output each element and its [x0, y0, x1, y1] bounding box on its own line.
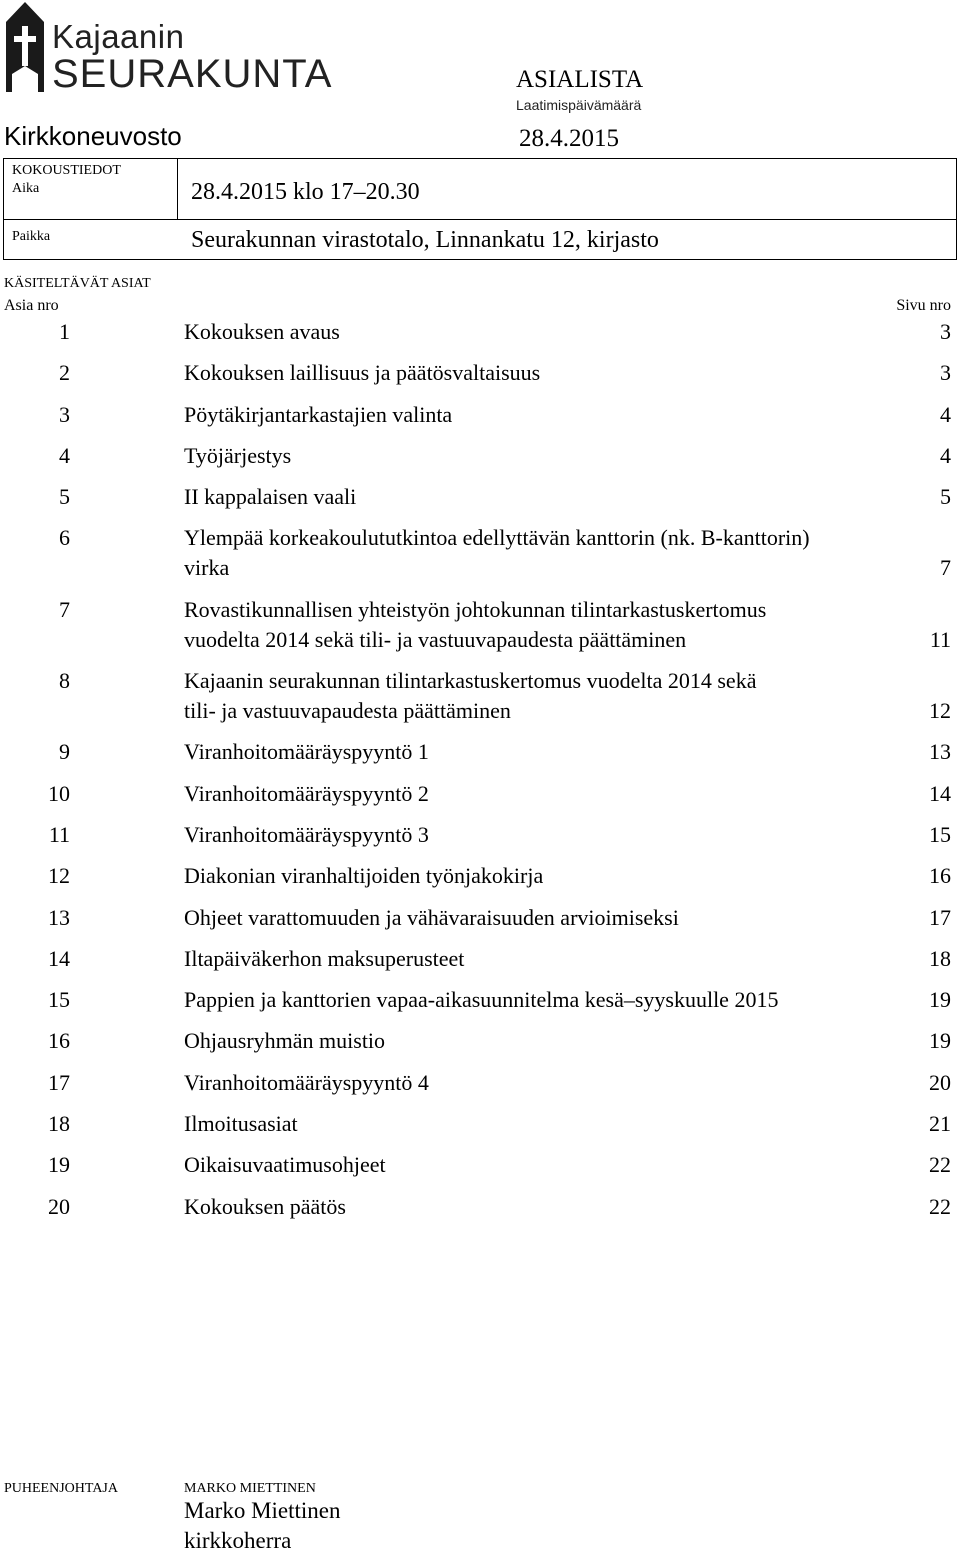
agenda-item-page: 13	[929, 739, 951, 765]
agenda-item-title: Rovastikunnallisen yhteistyön johtokunnan tilintarkastuskertomus vuodelta 2014 sekä tili- ja vastuuvapaudesta päättäminen	[184, 596, 767, 652]
place-label: Paikka	[12, 229, 51, 244]
meeting-info-box	[3, 158, 957, 260]
agenda-item-page: 22	[929, 1152, 951, 1178]
agenda-item-page: 4	[940, 442, 951, 468]
agenda-item-page: 16	[929, 863, 951, 889]
agenda-item	[0, 666, 960, 726]
agenda-item-page: 19	[929, 987, 951, 1013]
agenda-item-number: 20	[48, 1193, 70, 1219]
agenda-list	[0, 317, 960, 1233]
box-divider-vertical	[177, 159, 178, 219]
church-logo-icon	[4, 0, 46, 92]
document-title: ASIALISTA	[516, 66, 644, 93]
agenda-item-number: 12	[48, 863, 70, 889]
agenda-item-title: Kokouksen avaus	[184, 319, 340, 344]
agenda-item-number: 16	[48, 1028, 70, 1054]
agenda-item	[0, 317, 960, 347]
agenda-item-page: 17	[929, 904, 951, 930]
agenda-item-page: 22	[929, 1193, 951, 1219]
agenda-item-title: Viranhoitomääräyspyyntö 3	[184, 821, 429, 847]
agenda-item-title: Viranhoitomääräyspyyntö 2	[184, 780, 429, 806]
agenda-item-number: 18	[48, 1111, 70, 1137]
box-divider-horizontal	[4, 219, 956, 220]
item-number-column-header: Asia nro	[4, 297, 59, 314]
agenda-item-title: Työjärjestys	[184, 442, 292, 468]
agenda-item	[0, 820, 960, 850]
agenda-item-number: 11	[48, 821, 70, 847]
agenda-item	[0, 944, 960, 974]
agenda-item-title: Viranhoitomääräyspyyntö 1	[184, 739, 429, 765]
agenda-item	[0, 903, 960, 933]
agenda-item	[0, 595, 960, 655]
meeting-heading: KOKOUSTIEDOT	[12, 163, 121, 178]
document-date: 28.4.2015	[519, 125, 619, 152]
agenda-item-title: Oikaisuvaatimusohjeet	[184, 1152, 386, 1178]
agenda-item-page: 4	[940, 401, 951, 427]
agenda-item-number: 5	[59, 484, 70, 510]
chair-label: PUHEENJOHTAJA	[4, 1481, 118, 1496]
agenda-item	[0, 737, 960, 767]
agenda-item-page: 19	[929, 1028, 951, 1054]
logo-name: Kajaanin	[52, 18, 185, 55]
agenda-item	[0, 523, 960, 583]
agenda-item-number: 17	[48, 1069, 70, 1095]
agenda-item-title: Ylempää korkeakoulututkintoa edellyttävän kanttorin (nk. B-kanttorin) virka	[184, 525, 810, 581]
place-value: Seurakunnan virastotalo, Linnankatu 12, kirjasto	[191, 227, 659, 253]
agenda-item-title: Kokouksen laillisuus ja päätösvaltaisuus	[184, 360, 541, 386]
items-heading: KÄSITELTÄVÄT ASIAT	[4, 276, 151, 291]
agenda-item-number: 15	[48, 987, 70, 1013]
agenda-item-title: Pappien ja kanttorien vapaa-aikasuunnitelma kesä–syyskuulle 2015	[184, 987, 779, 1013]
agenda-item-title: Pöytäkirjantarkastajien valinta	[184, 401, 453, 427]
agenda-item-title: Ilmoitusasiat	[184, 1111, 298, 1137]
agenda-item-number: 19	[48, 1152, 70, 1178]
agenda-item-number: 6	[59, 525, 70, 551]
chair-name: Marko Miettinen	[184, 1498, 341, 1523]
agenda-item-number: 13	[48, 904, 70, 930]
agenda-item-page: 5	[940, 484, 951, 510]
logo-org: SEURAKUNTA	[52, 52, 333, 96]
agenda-item	[0, 1150, 960, 1180]
agenda-item-page: 12	[929, 698, 951, 724]
agenda-item-title: Kokouksen päätös	[184, 1193, 346, 1219]
agenda-item-page: 20	[929, 1069, 951, 1095]
agenda-item	[0, 779, 960, 809]
agenda-item-title: Ohjausryhmän muistio	[184, 1028, 386, 1054]
agenda-item-page: 3	[940, 360, 951, 386]
agenda-item	[0, 400, 960, 430]
agenda-item-number: 9	[59, 739, 70, 765]
agenda-item-page: 21	[929, 1111, 951, 1137]
agenda-item	[0, 358, 960, 388]
agenda-item	[0, 441, 960, 471]
agenda-item	[0, 482, 960, 512]
agenda-item-number: 7	[59, 596, 70, 622]
agenda-item-title: Ohjeet varattomuuden ja vähävaraisuuden arvioimiseksi	[184, 904, 679, 930]
agenda-item-number: 10	[48, 780, 70, 806]
agenda-item-number: 14	[48, 945, 70, 971]
agenda-item	[0, 985, 960, 1015]
time-value: 28.4.2015 klo 17–20.30	[191, 179, 420, 205]
agenda-item-title: Viranhoitomääräyspyyntö 4	[184, 1069, 429, 1095]
agenda-item-page: 18	[929, 945, 951, 971]
agenda-item	[0, 1026, 960, 1056]
agenda-item-title: II kappalaisen vaali	[184, 484, 357, 510]
agenda-item-number: 2	[59, 360, 70, 386]
agenda-item-page: 3	[940, 319, 951, 344]
agenda-item	[0, 1068, 960, 1098]
agenda-item-title: Diakonian viranhaltijoiden työnjakokirja	[184, 863, 544, 889]
agenda-item	[0, 1192, 960, 1222]
agenda-item-page: 15	[929, 821, 951, 847]
agenda-item-number: 1	[59, 319, 70, 344]
agenda-item-title: Iltapäiväkerhon maksuperusteet	[184, 945, 465, 971]
page-number-column-header: Sivu nro	[896, 297, 951, 314]
organ-name: Kirkkoneuvosto	[4, 121, 182, 151]
agenda-item-page: 14	[929, 780, 951, 806]
agenda-item	[0, 861, 960, 891]
agenda-item-number: 3	[59, 401, 70, 427]
agenda-item-page: 7	[940, 555, 951, 581]
chair-title: kirkkoherra	[184, 1528, 292, 1553]
agenda-item	[0, 1109, 960, 1139]
agenda-item-number: 8	[59, 668, 70, 694]
agenda-item-page: 11	[929, 626, 951, 652]
document-date-caption: Laatimispäivämäärä	[516, 97, 642, 113]
time-label: Aika	[12, 181, 40, 196]
chair-name-caps: MARKO MIETTINEN	[184, 1481, 316, 1496]
agenda-item-title: Kajaanin seurakunnan tilintarkastuskertomus vuodelta 2014 sekä tili- ja vastuuvapaudesta päättäminen	[184, 668, 757, 724]
agenda-item-number: 4	[59, 442, 70, 468]
